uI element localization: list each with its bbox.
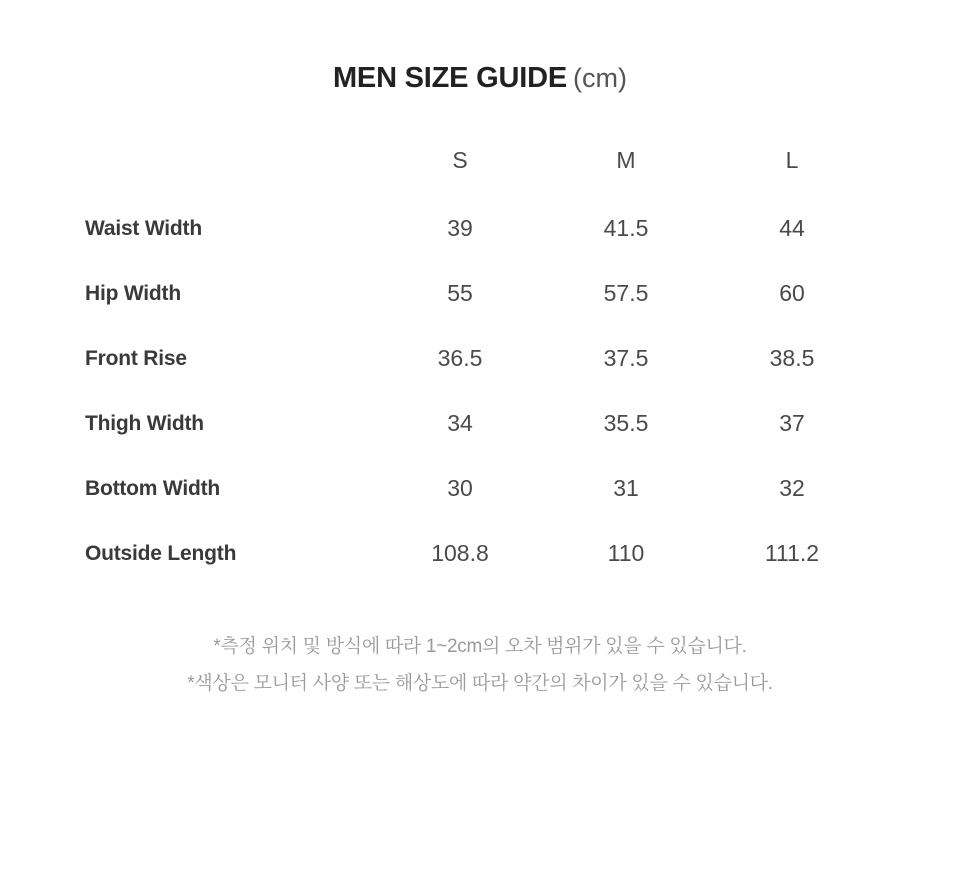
table-header-row	[85, 131, 875, 196]
cell-thigh-width-m: 35.5	[603, 410, 649, 436]
cell-bottom-width-l: 32	[779, 475, 805, 501]
table-row	[85, 391, 875, 456]
row-label-hip-width: Hip Width	[85, 281, 181, 305]
table-row	[85, 326, 875, 391]
cell-waist-width-l: 44	[779, 215, 805, 241]
column-header-m: M	[616, 147, 636, 173]
row-label-bottom-width: Bottom Width	[85, 476, 221, 500]
cell-waist-width-s: 39	[447, 215, 473, 241]
note-measurement-tolerance: *측정 위치 및 방식에 따라 1~2cm의 오차 범위가 있을 수 있습니다.	[213, 636, 747, 657]
cell-outside-length-l: 111.2	[764, 540, 820, 566]
size-table-body	[85, 196, 875, 586]
cell-front-rise-l: 38.5	[769, 345, 815, 371]
cell-bottom-width-s: 30	[447, 475, 473, 501]
cell-outside-length-s: 108.8	[431, 540, 489, 566]
cell-hip-width-s: 55	[447, 280, 473, 306]
row-label-front-rise: Front Rise	[85, 346, 187, 370]
size-table-head	[85, 131, 875, 196]
page-title-unit: (cm)	[573, 63, 628, 93]
row-label-outside-length: Outside Length	[85, 541, 237, 565]
table-row	[85, 456, 875, 521]
cell-hip-width-l: 60	[779, 280, 805, 306]
cell-thigh-width-s: 34	[447, 410, 473, 436]
cell-thigh-width-l: 37	[779, 410, 805, 436]
cell-front-rise-s: 36.5	[437, 345, 483, 371]
table-corner-cell	[85, 131, 377, 196]
size-table	[85, 131, 875, 586]
note-color-difference: *색상은 모니터 사양 또는 해상도에 따라 약간의 차이가 있을 수 있습니다.	[187, 673, 773, 694]
notes-section	[0, 628, 960, 702]
cell-bottom-width-m: 31	[613, 475, 639, 501]
row-label-thigh-width: Thigh Width	[85, 411, 204, 435]
page-title-text: MEN SIZE GUIDE	[332, 62, 568, 94]
cell-front-rise-m: 37.5	[603, 345, 649, 371]
page-title	[0, 0, 960, 95]
table-row	[85, 261, 875, 326]
cell-waist-width-m: 41.5	[603, 215, 649, 241]
row-label-waist-width: Waist Width	[85, 216, 202, 240]
table-row	[85, 521, 875, 586]
table-row	[85, 196, 875, 261]
cell-hip-width-m: 57.5	[603, 280, 649, 306]
cell-outside-length-m: 110	[607, 540, 645, 566]
column-header-s: S	[452, 147, 468, 173]
column-header-l: L	[785, 147, 799, 173]
